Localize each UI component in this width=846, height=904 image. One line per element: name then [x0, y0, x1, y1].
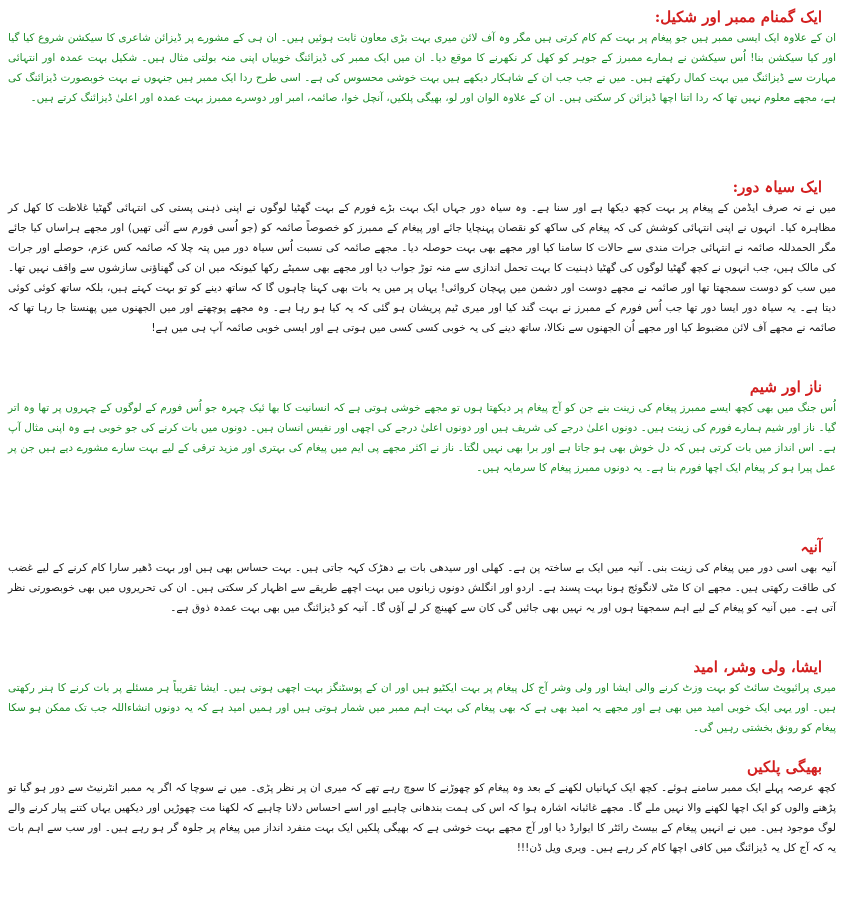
section-anonymous-member-shakeel — [8, 6, 836, 108]
section-heading: ایشا، ولی وشر، امید — [693, 658, 822, 676]
section-naz-shaim — [8, 376, 836, 478]
section-body: اُس جنگ میں بھی کچھ ایسے ممبرز پیغام کی زینت بنے جن کو آج پیغام پر دیکھتا ہوں تو مجھے خوشی ہوتی ہے کہ انسانیت کا بھا ئیک چہرہ جو اُس فورم کے لوگوں کے چہروں پر تھا وہ اتر گیا۔ ناز اور شیم ہمارے فورم کی زینت ہیں۔ دونوں اعلیٰ درجے کی شریف ہیں اور دونوں اعلیٰ درجے کی اچھی اور نفیس انسان ہیں۔ دونوں میں بات کرنے کی جو خوبی ہے وہ اپنی مثال آپ ہے۔ اس انداز میں بات کرتی ہیں کہ دل خوش بھی ہو جاتا ہے اور برا بھی نہیں لگتا۔ ناز نے اکثر مجھے پی ایم میں پیغام کی بہتری اور مزید ترقی کے لیے بہت سارے مشورے دیے ہیں جن پر عمل پیرا ہو کر پیغام ایک اچھا فورم بنا ہے۔ یہ دونوں ممبرز پیغام کا سرمایہ ہیں۔ — [8, 402, 836, 474]
section-isha-wali-umeed — [8, 656, 836, 738]
section-body: کچھ عرصہ پہلے ایک ممبر سامنے ہوئے۔ کچھ ایک کہانیاں لکھنے کے بعد وہ پیغام کو چھوڑنے کا سوچ رہے تھے کہ میری ان پر نظر پڑی۔ میں نے سوچا کہ اگر یہ ممبر انٹرنیٹ سے دور ہو گیا تو پڑھنے والوں کو ایک اچھا لکھنے والا نہیں ملے گا۔ مجھے غائبانہ اشارہ ہوا کہ اس کی ہمت بندھانی چاہیے اور اسے احساس دلانا چاہیے کہ لکھنا مت چھوڑیں اور دیکھیں یہاں کتنے پیار کرنے والے لوگ موجود ہیں۔ میں نے انہیں پیغام کے بیسٹ رائٹر کا ایوارڈ دیا اور آج مجھے بہت خوشی ہے کہ بھیگی پلکیں ایک بہت منفرد انداز میں پیغام پر جلوہ گر ہو رہے ہیں۔ اور سب سے اہم بات یہ کہ آج کل یہ ڈیزائنگ میں کافی اچھا کام کر رہے ہیں۔ ویری ویل ڈن!!! — [8, 782, 836, 854]
section-dark-era — [8, 176, 836, 338]
section-body: میری پرائیویٹ سائٹ کو بہت وزٹ کرنے والی ایشا اور ولی وشر آج کل پیغام پر بہت ایکٹیو ہیں اور ان کے پوسٹنگز بہت اچھی ہوتی ہیں۔ ایشا تقریباً ہر مسئلے پر بات کرنے کا ہنر رکھتی ہیں۔ اور یہی ایک خوبی امید میں بھی ہے اور مجھے یہ امید بھی ہے کہ بھی پیغام کی بہت اہم ممبر میں شمار ہوتی ہیں اور ہمیں امید ہے کہ یہ دونوں انشاءاللہ جب تک ممکن ہو سکا پیغام کو رونق بخشتی رہیں گی۔ — [8, 682, 836, 734]
section-body: میں نے نہ صرف ایڈمن کے پیغام پر بہت کچھ دیکھا ہے اور سنا ہے۔ وہ سیاہ دور جہاں ایک بہت بڑے فورم کے بہت گھٹیا لوگوں نے اپنی ذہنی پستی کی انتہائی گھٹیا غلاظت کا کھل کر مظاہرہ کیا۔ انہوں نے اپنی انتہائی کوشش کی کہ پیغام کی ساکھ کو نقصان پہنچایا جائے اور پیغام کے ممبرز کو خصوصاً صائمہ کو (جو اُسی فورم سے آئی تھیں) اور مجھے ہراساں کیا جائے مگر الحمدللہ صائمہ نے انتہائی جرات مندی سے حالات کا سامنا کیا اور مجھے بھی بہت حوصلہ دیا۔ مجھے صائمہ کی نسبت اُس سیاہ دور میں پتہ چلا کہ صائمہ کس عزم، حوصلے اور جرات کی مالک ہیں، جب انہوں نے کچھ گھٹیا لوگوں کی گھٹیا ذہنیت کا بہت تحمل اندازی سے منہ توڑ جواب دیا اور مجھے بھی سمیٹے رکھا کیونکہ میں ان کی گھناؤنی سازشوں سے واقف نہیں تھا۔ میں سب کو دوست سمجھتا تھا اور صائمہ نے مجھے دوست اور دشمن میں پہچان کروائی! یہاں پر میں یہ بات بھی کہنا چاہوں گا کہ ساتھ دینے کو تو بہت کہتے ہیں، بلکہ ساتھ کوئی کوئی دیتا ہے۔ یہ سیاہ دور ایسا دور تھا جب اُس فورم کے ممبرز نے بہت گند کیا اور میری ٹیم پریشان ہو گئی کہ یہ کیا ہو رہا ہے۔ وہ مجھے پوچھتے اور میں الجھنوں میں پھنستا جا رہا تھا کہ صائمہ نے مجھے آف لائن مضبوط کیا اور مجھے اُن الجھنوں سے نکالا، ساتھ دینے کی یہ خوبی کسی کسی میں ہوتی ہے اور ایسی خوبی صائمہ آپ ہی میں ہے! — [8, 202, 836, 334]
section-heading: بھیگی پلکیں — [747, 758, 822, 776]
section-bheegi-palkein — [8, 756, 836, 858]
section-heading: ناز اور شیم — [749, 378, 822, 396]
section-heading: ایک سیاہ دور: — [732, 178, 822, 196]
section-heading: آنیہ — [800, 538, 822, 556]
section-aniya — [8, 536, 836, 618]
section-body: ان کے علاوہ ایک ایسی ممبر ہیں جو پیغام پر بہت کم کام کرتی ہیں مگر وہ آف لائن میری بہت بڑی معاون ثابت ہوئیں ہیں۔ ان ہی کے مشورے پر ڈیزائن شاعری کا سیکشن شروع کیا گیا اور کیا سیکشن بنا! اُس سیکشن نے ہمارے ممبرز کے جوہر کو کھل کر نکھرنے کا موقع دیا۔ ان میں ایک ممبر کی ڈیزائنگ خوبیاں اپنی منہ بولتی مثال ہیں۔ شکیل بہت عمدہ اور انتہائی مہارت سے ڈیزائنگ میں بہت کمال رکھتے ہیں۔ میں نے جب جب ان کے شاہکار دیکھے ہیں بہت خوشی محسوس کی ہے۔ اسی طرح ردا ایک ممبر ہیں جنہوں نے بہت خوبصورت ڈیزائنگ کی ہے، مجھے معلوم نہیں تھا کہ ردا اتنا اچھا ڈیزائن کر سکتی ہیں۔ ان کے علاوہ الوان اور لو، بھیگی پلکیں، آنچل خوا، صائمہ، امبر اور دوسرے ممبرز بہت عمدہ اور اعلیٰ ڈیزائنگ کرتے ہیں۔ — [8, 32, 836, 104]
section-heading: ایک گمنام ممبر اور شکیل: — [654, 8, 822, 26]
section-body: آنیہ بھی اسی دور میں پیغام کی زینت بنی۔ آنیہ میں ایک بے ساختہ پن ہے۔ کھلی اور سیدھی بات بے دھڑک کہہ جاتی ہیں۔ بہت حساس بھی ہیں اور بہت ڈھیر سارا کام کرنے کے لیے غضب کی طاقت رکھتی ہیں۔ مجھے ان کا مٹی لانگوئج ہونا بہت پسند ہے۔ اردو اور انگلش دونوں زبانوں میں بہت اچھے طریقے سے اظہار کر سکتی ہیں۔ ان کی تحریروں میں بھی خوبصورتی نظر آتی ہے۔ میں آنیہ کو پیغام کے لیے اہم سمجھتا ہوں اور یہ نہیں بھی جائیں گی کان سے کھینچ کر لے آؤں گا۔ آنیہ کو ڈیزائنگ میں بھی بہت عمدہ ذوق ہے۔ — [8, 562, 836, 614]
